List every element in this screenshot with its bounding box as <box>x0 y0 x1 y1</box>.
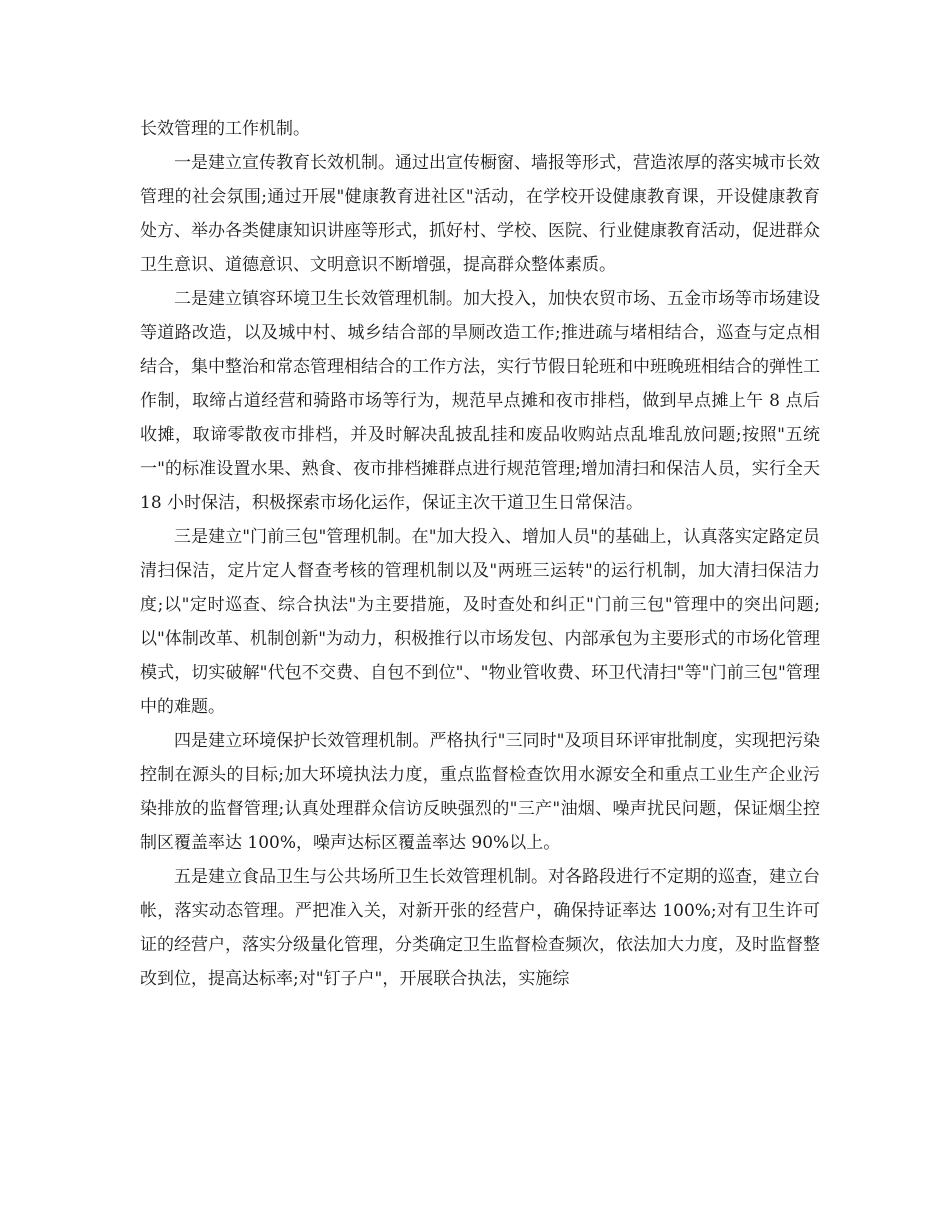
paragraph-environmental-protection: 四是建立环境保护长效管理机制。严格执行"三同时"及项目环评审批制度，实现把污染控制在源头的目标;加大环境执法力度，重点监督检查饮用水源安全和重点工业生产企业污染排放的监督管理;认真处理群众信访反映强烈的"三产"油烟、噪声扰民问题，保证烟尘控制区覆盖率达 100%，噪声达标区覆盖率达 90%以上。 <box>140 731 820 853</box>
paragraph-publicity-education: 一是建立宣传教育长效机制。通过出宣传橱窗、墙报等形式，营造浓厚的落实城市长效管理的社会氛围;通过开展"健康教育进社区"活动，在学校开设健康教育课，开设健康教育处方、举办各类健康知识讲座等形式，抓好村、学校、医院、行业健康教育活动，促进群众卫生意识、道德意识、文明意识不断增强，提高群众整体素质。 <box>140 153 820 275</box>
paragraph-town-sanitation: 二是建立镇容环境卫生长效管理机制。加大投入，加快农贸市场、五金市场等市场建设等道路改造，以及城中村、城乡结合部的旱厕改造工作;推进疏与堵相结合，巡查与定点相结合，集中整治和常态管理相结合的工作方法，实行节假日轮班和中班晚班相结合的弹性工作制，取缔占道经营和骑路市场等行为，规范早点摊和夜市排档，做到早点摊上午 8 点后收摊，取谛零散夜市排档，并及时解决乱披乱挂和废品收购站点乱堆乱放问题;按照"五统一"的标准设置水果、熟食、夜市排档摊群点进行规范管理;增加清扫和保洁人员，实行全天 18 小时保洁，积极探索市场化运作，保证主次干道卫生日常保洁。 <box>140 289 820 513</box>
paragraph-continuation: 长效管理的工作机制。 <box>140 119 310 139</box>
document-body <box>140 112 820 996</box>
paragraph-three-guarantees: 三是建立"门前三包"管理机制。在"加大投入、增加人员"的基础上，认真落实定路定员清扫保洁，定片定人督查考核的管理机制以及"两班三运转"的运行机制，加大清扫保洁力度;以"定时巡查、综合执法"为主要措施，及时查处和纠正"门前三包"管理中的突出问题;以"体制改革、机制创新"为动力，积极推行以市场发包、内部承包为主要形式的市场化管理模式，切实破解"代包不交费、自包不到位"、"物业管收费、环卫代清扫"等"门前三包"管理中的难题。 <box>140 527 820 717</box>
paragraph-food-hygiene: 五是建立食品卫生与公共场所卫生长效管理机制。对各路段进行不定期的巡查，建立台帐，落实动态管理。严把准入关，对新开张的经营户，确保持证率达 100%;对有卫生许可证的经营户，落实分级量化管理，分类确定卫生监督检查频次，依法加大力度，及时监督整改到位，提高达标率;对"钉子户"，开展联合执法，实施综 <box>140 867 820 989</box>
